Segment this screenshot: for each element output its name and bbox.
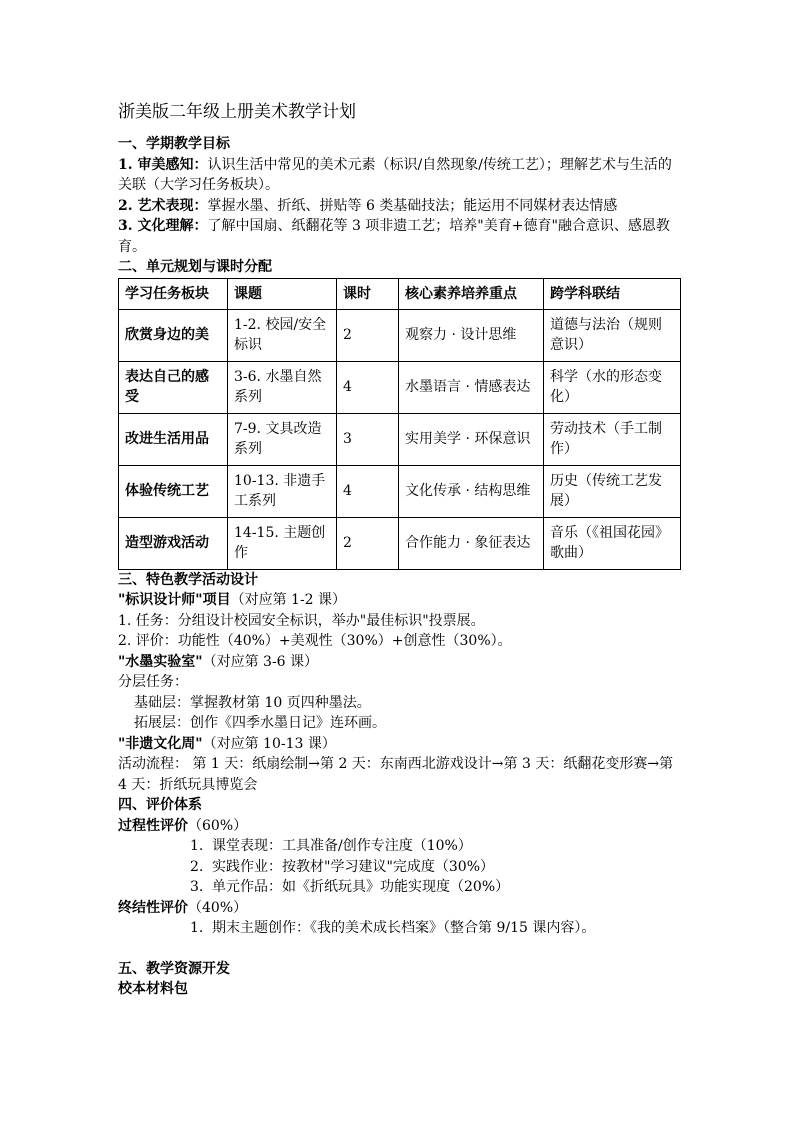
list-number: 1.	[190, 838, 204, 854]
table-row	[119, 465, 681, 517]
document-title: 浙美版二年级上册美术教学计划	[118, 102, 356, 122]
goal-item-1	[118, 155, 680, 196]
list-text: 单元作品：如《折纸玩具》功能实现度（20%）	[212, 879, 510, 895]
list-text: 期末主题创作：《我的美术成长档案》（整合第 9/15 课内容）。	[212, 920, 596, 936]
table-cell: 3-6. 水墨自然系列	[228, 361, 337, 413]
table-header-row	[119, 278, 681, 309]
unit-plan-table	[118, 278, 681, 570]
eval-title: 终结性评价	[118, 899, 188, 916]
table-cell: 改进生活用品	[119, 413, 228, 465]
activity-name: "非遗文化周"	[118, 735, 203, 752]
list-text: 课堂表现：工具准备/创作专注度（10%）	[212, 838, 472, 854]
table-cell: 造型游戏活动	[119, 517, 228, 569]
eval-pct: （40%）	[188, 899, 248, 916]
table-cell: 2	[337, 517, 399, 569]
column-header: 核心素养培养重点	[399, 278, 544, 309]
activity-line: 2. 评价：功能性（40%）+美观性（30%）+创意性（30%）。	[118, 633, 512, 649]
activity-note: （对应第 3-6 课）	[202, 653, 319, 670]
activity-title-2	[118, 652, 680, 673]
activity-name: "标识设计师"项目	[118, 592, 231, 608]
list-text: 实践作业：按教材"学习建议"完成度（30%）	[212, 858, 494, 875]
table-cell: 文化传承 · 结构思维	[399, 465, 544, 517]
section-heading-activities: 三、特色教学活动设计	[118, 571, 258, 588]
column-header: 跨学科联结	[544, 278, 681, 309]
table-cell: 3	[337, 413, 399, 465]
table-cell: 2	[337, 309, 399, 361]
goal-label: 1. 审美感知：	[118, 156, 208, 173]
activity-line: 分层任务：	[118, 674, 188, 690]
table-cell: 劳动技术（手工制作）	[544, 413, 681, 465]
goal-label: 2. 艺术表现：	[118, 197, 208, 214]
eval-final-title	[118, 898, 680, 919]
goal-item-3	[118, 216, 680, 257]
section-heading-evaluation: 四、评价体系	[118, 797, 202, 813]
document-page	[118, 100, 680, 1000]
section-heading-goals: 一、学期教学目标	[118, 136, 230, 152]
activity-note: （对应第 1-2 课）	[230, 592, 347, 608]
activity-title-1	[118, 590, 680, 611]
activity-title-3	[118, 734, 680, 755]
table-cell: 欣赏身边的美	[119, 309, 228, 361]
activity-note: （对应第 10-13 课）	[202, 735, 336, 752]
column-header: 课时	[337, 278, 399, 309]
table-cell: 科学（水的形态变化）	[544, 361, 681, 413]
column-header: 课题	[228, 278, 337, 309]
table-cell: 音乐（《祖国花园》歌曲）	[544, 517, 681, 569]
eval-process-title	[118, 816, 680, 837]
goal-text: 掌握水墨、折纸、拼贴等 6 类基础技法；能运用不同媒材表达情感	[207, 197, 618, 214]
activity-name: "水墨实验室"	[118, 653, 203, 670]
section-heading-resources: 五、教学资源开发	[118, 960, 230, 977]
table-cell: 4	[337, 465, 399, 517]
list-item	[118, 877, 680, 898]
table-cell: 4	[337, 361, 399, 413]
table-cell: 表达自己的感受	[119, 361, 228, 413]
list-number: 1.	[190, 920, 204, 936]
table-cell: 观察力 · 设计思维	[399, 309, 544, 361]
table-cell: 实用美学 · 环保意识	[399, 413, 544, 465]
goal-text: 了解中国扇、纸翻花等 3 项非遗工艺；培养"美育+德育"融合意识、感恩教育。	[118, 218, 670, 255]
table-cell: 道德与法治（规则意识）	[544, 309, 681, 361]
list-item	[118, 918, 680, 939]
table-row	[119, 413, 681, 465]
list-item	[118, 857, 680, 878]
column-header: 学习任务板块	[119, 278, 228, 309]
table-cell: 体验传统工艺	[119, 465, 228, 517]
table-cell: 14-15. 主题创作	[228, 517, 337, 569]
list-item	[118, 836, 680, 857]
eval-pct: （60%）	[188, 817, 248, 834]
list-number: 3.	[190, 879, 204, 895]
table-cell: 1-2. 校园/安全标识	[228, 309, 337, 361]
goal-text: 认识生活中常见的美术元素（标识/自然现象/传统工艺）；理解艺术与生活的关联（大学习任务板块）。	[118, 156, 672, 193]
activity-line: 1. 任务：分组设计校园安全标识，举办"最佳标识"投票展。	[118, 612, 485, 629]
goal-item-2	[118, 196, 680, 217]
table-cell: 7-9. 文具改造系列	[228, 413, 337, 465]
list-number: 2.	[190, 858, 204, 875]
eval-title: 过程性评价	[118, 817, 188, 834]
table-row	[119, 309, 681, 361]
table-row	[119, 517, 681, 569]
table-cell: 10-13. 非遗手工系列	[228, 465, 337, 517]
table-cell: 水墨语言 · 情感表达	[399, 361, 544, 413]
section-heading-units: 二、单元规划与课时分配	[118, 259, 272, 275]
table-cell: 历史（传统工艺发展）	[544, 465, 681, 517]
table-cell: 合作能力 · 象征表达	[399, 517, 544, 569]
table-row	[119, 361, 681, 413]
activity-line: 基础层：掌握教材第 10 页四种墨法。	[134, 694, 371, 711]
spacer	[118, 939, 680, 959]
resources-subheading: 校本材料包	[118, 981, 188, 997]
goal-label: 3. 文化理解：	[118, 218, 208, 234]
activity-line: 拓展层：创作《四季水墨日记》连环画。	[134, 715, 386, 731]
activity-line: 活动流程： 第 1 天：纸扇绘制→第 2 天：东南西北游戏设计→第 3 天：纸翻花变形赛→第 4 天：折纸玩具博览会	[118, 756, 674, 793]
